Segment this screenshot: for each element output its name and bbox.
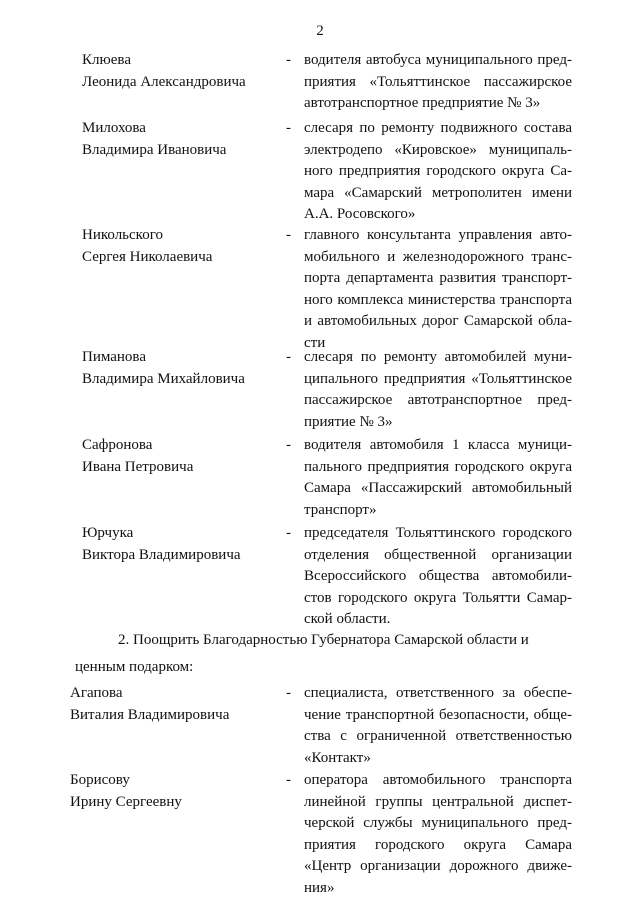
position-line: мара «Самарский метрополитен имени (304, 184, 572, 201)
dash: - (286, 772, 291, 788)
person-position (304, 435, 572, 521)
position-line: слесаря по ремонту подвижного состава (304, 120, 572, 136)
dash: - (286, 437, 291, 453)
position-line: водителя автомобиля 1 класса муници- (304, 437, 572, 453)
position-line: председателя Тольяттинского городского (304, 525, 572, 541)
dash: - (286, 685, 291, 701)
position-line: «Контакт» (304, 749, 371, 766)
person-position (304, 770, 572, 899)
position-line: порта департамента развития транспорт- (304, 270, 572, 286)
position-line: ного предприятия городского округа Са- (304, 163, 572, 179)
position-line: чение транспортной безопасности, обще- (304, 706, 572, 723)
page-number: 2 (316, 23, 324, 39)
position-line: мобильного и железнодорожного транс- (304, 248, 572, 265)
position-line: Самара «Пассажирский автомобильный (304, 480, 572, 496)
position-line: отделения общественной организации (304, 546, 572, 563)
person-name: Никольского Сергея Николаевича (82, 227, 213, 265)
person-position (304, 118, 572, 226)
position-line: сти (304, 334, 326, 351)
position-line: электродепо «Кировское» муниципаль- (304, 141, 572, 158)
position-line: черской службы муниципального пред- (304, 815, 572, 831)
person-position (304, 683, 572, 769)
position-line: Всероссийского общества автомобили- (304, 568, 572, 584)
position-line: ства с ограниченной ответственностью (304, 728, 572, 744)
dash: - (286, 525, 291, 541)
position-line: специалиста, ответственного за обеспе- (304, 685, 572, 701)
dash: - (286, 52, 291, 68)
position-line: приятия «Тольяттинское пассажирское (304, 73, 572, 90)
position-line: транспорт» (304, 501, 377, 518)
person-position (304, 225, 572, 354)
position-line: оператора автомобильного транспорта (304, 772, 572, 788)
person-position (304, 347, 572, 433)
position-line: ного комплекса министерства транспорта (304, 291, 572, 308)
dash: - (286, 227, 291, 243)
position-line: А.А. Росовского» (304, 206, 416, 222)
person-name: Клюевa Леонида Александровича (82, 52, 246, 90)
person-name: Агапова Виталия Владимировича (70, 685, 230, 723)
person-name: Сафронова Ивана Петровича (82, 437, 194, 475)
clause-2-line-1: 2. Поощрить Благодарностью Губернатора Самарской области и (118, 632, 529, 648)
position-line: ния» (304, 879, 335, 896)
position-line: водителя автобуса муниципального пред- (304, 52, 572, 68)
position-line: пассажирское автотранспортное пред- (304, 392, 572, 408)
person-name: Борисову Ирину Сергеевну (70, 772, 182, 810)
position-line: пального предприятия городского округа (304, 458, 572, 475)
clause-2-line-2: ценным подарком: (75, 659, 194, 675)
position-line: автотранспортное предприятие № 3» (304, 95, 541, 111)
dash: - (286, 349, 291, 365)
position-line: приятие № 3» (304, 413, 393, 430)
person-position (304, 523, 572, 631)
position-line: и автомобильных дорог Самарской обла- (304, 313, 572, 329)
person-name: Милохова Владимира Ивановича (82, 120, 227, 158)
position-line: стов городского округа Тольятти Самар- (304, 589, 572, 606)
person-position (304, 50, 572, 115)
position-line: «Центр организации дорожного движе- (304, 858, 572, 874)
position-line: приятия городского округа Самара (304, 836, 572, 853)
position-line: ципального предприятия «Тольяттинское (304, 370, 572, 387)
position-line: слесаря по ремонту автомобилей муни- (304, 349, 572, 365)
person-name: Пиманова Владимира Михайловича (82, 349, 245, 387)
position-line: ской области. (304, 611, 391, 627)
dash: - (286, 120, 291, 136)
position-line: линейной группы центральной диспет- (304, 793, 572, 810)
position-line: главного консультанта управления авто- (304, 227, 572, 243)
person-name: Юрчука Виктора Владимировича (82, 525, 241, 563)
